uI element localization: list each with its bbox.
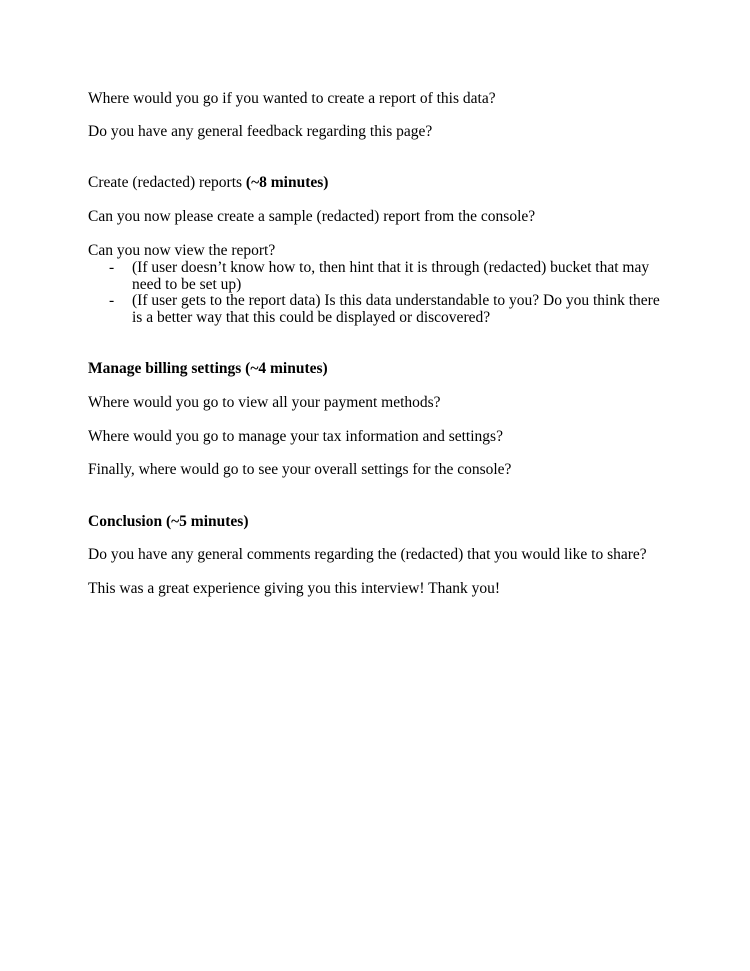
conclusion-heading: Conclusion (~5 minutes)	[88, 513, 249, 530]
tax-settings-question: Where would you go to manage your tax information and settings?	[88, 428, 503, 445]
general-feedback-question: Do you have any general feedback regarding this page?	[88, 123, 433, 140]
bullet-item: (If user doesn’t know how to, then hint that it is through (redacted) bucket that may need to be set up)	[132, 259, 650, 293]
create-report-question: Can you now please create a sample (redacted) report from the console?	[88, 208, 536, 225]
bullet-marker: -	[109, 292, 115, 309]
create-reports-heading-title: Create (redacted) reports	[88, 174, 246, 191]
bullet-marker: -	[109, 259, 115, 276]
create-reports-heading	[88, 174, 328, 191]
payment-methods-question: Where would you go to view all your payment methods?	[88, 394, 441, 411]
bullet-item: (If user gets to the report data) Is this data understandable to you? Do you think there is a better way that this could be displayed or discovered?	[132, 292, 660, 326]
general-comments-question: Do you have any general comments regarding the (redacted) that you would like to share?	[88, 546, 647, 563]
create-reports-heading-time: (~8 minutes)	[245, 174, 329, 191]
console-settings-question: Finally, where would go to see your overall settings for the console?	[88, 461, 512, 478]
closing-statement: This was a great experience giving you this interview! Thank you!	[88, 580, 501, 597]
view-report-question: Can you now view the report?	[88, 242, 276, 259]
report-location-question: Where would you go if you wanted to create a report of this data?	[88, 90, 496, 107]
billing-heading: Manage billing settings (~4 minutes)	[88, 360, 328, 377]
